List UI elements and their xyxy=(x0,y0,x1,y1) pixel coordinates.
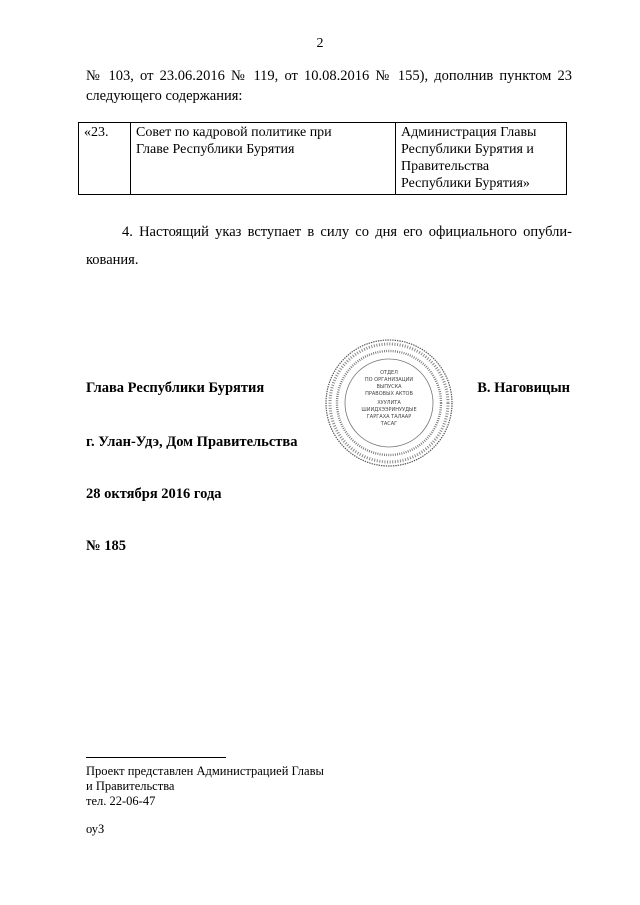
responsible-body-cell xyxy=(396,123,567,195)
clause-4-line-1: 4. Настоящий указ вступает в силу со дня его официального опубли- xyxy=(122,224,572,240)
footnote-line-3: тел. 22-06-47 xyxy=(86,794,156,808)
council-name-line-1: Совет по кадровой политике при xyxy=(136,125,332,140)
stamp-line-4: ПРАВОВЫХ АКТОВ xyxy=(365,391,413,397)
stamp-line-2: ПО ОРГАНИЗАЦИИ xyxy=(364,377,414,383)
responsible-body-line-2: Республики Бурятия и xyxy=(401,142,534,157)
official-seal-stamp xyxy=(324,338,454,468)
signing-place: г. Улан-Удэ, Дом Правительства xyxy=(86,434,298,450)
clause-4-line-2: кования. xyxy=(86,252,139,268)
amendment-table xyxy=(78,122,567,195)
responsible-body-line-3: Правительства xyxy=(401,159,490,174)
item-number-cell xyxy=(79,123,131,195)
stamp-line-6: ШИИДХЭЭРИНУУДЫЕ xyxy=(361,407,417,413)
table-row xyxy=(79,123,567,195)
responsible-body-line-1: Администрация Главы xyxy=(401,125,537,140)
signatory-name: В. Наговицын xyxy=(477,380,570,396)
council-name-cell xyxy=(131,123,396,195)
stamp-line-8: ТАСАГ xyxy=(380,421,398,427)
responsible-body-line-4: Республики Бурятия» xyxy=(401,176,530,191)
stamp-line-3: ВЫПУСКА xyxy=(376,384,402,390)
footnote-divider xyxy=(86,757,226,758)
stamp-line-1: ОТДЕЛ xyxy=(380,370,398,376)
clause-4 xyxy=(86,218,572,274)
intro-line-2: следующего содержания: xyxy=(86,88,243,104)
stamp-line-5: ХУУЛИТА xyxy=(377,400,401,406)
page-number: 2 xyxy=(316,36,324,51)
footnote-line-2: и Правительства xyxy=(86,779,175,793)
intro-line-1: № 103, от 23.06.2016 № 119, от 10.08.2016 № 155), дополнив пунктом 23 xyxy=(86,68,572,84)
footnote-line-1: Проект представлен Администрацией Главы xyxy=(86,764,324,778)
footnote xyxy=(86,764,324,809)
decree-number: № 185 xyxy=(86,538,126,554)
document-code: оуЗ xyxy=(86,822,105,836)
signatory-title: Глава Республики Бурятия xyxy=(86,380,265,396)
council-name-line-2: Главе Республики Бурятия xyxy=(136,142,295,157)
stamp-line-7: ГАРГАХА ТАЛААР xyxy=(366,414,412,420)
item-number: «23. xyxy=(84,125,109,140)
intro-paragraph xyxy=(86,66,572,106)
signing-date: 28 октября 2016 года xyxy=(86,486,222,502)
